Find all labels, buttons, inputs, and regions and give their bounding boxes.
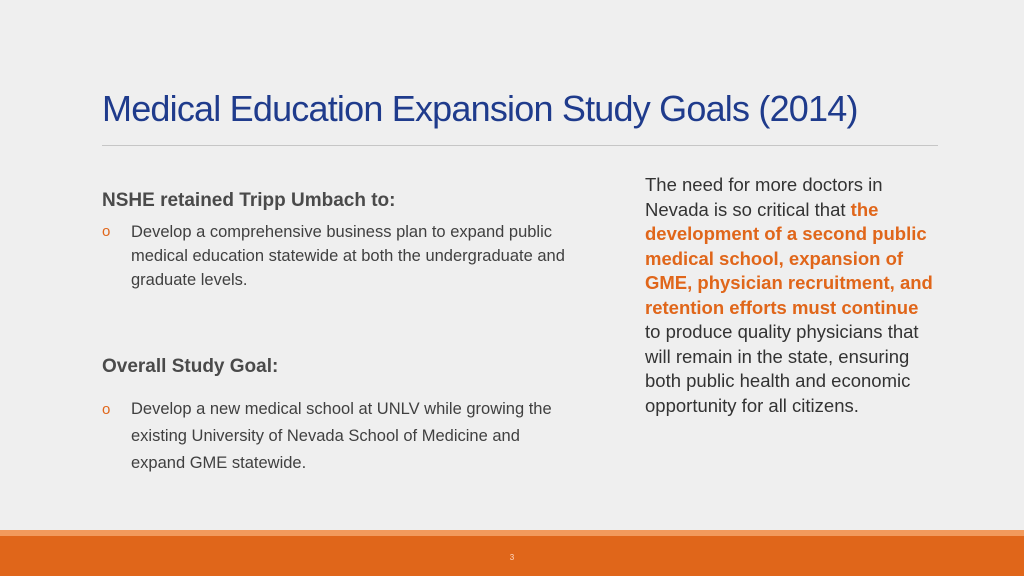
list-item [102, 396, 572, 477]
circle-bullet-icon: o [102, 401, 111, 418]
callout-outro: to produce quality physicians that will remain in the state, ensuring both public health and economic opportunity for all citizens. [645, 321, 919, 416]
page-number: 3 [509, 553, 515, 562]
bullet-list-retained [102, 220, 572, 292]
circle-bullet-icon: o [102, 223, 111, 240]
callout-paragraph [645, 173, 935, 418]
bullet-text: Develop a new medical school at UNLV while growing the existing University of Nevada School of Medicine and expand GME statewide. [131, 400, 552, 472]
callout-intro: The need for more doctors in Nevada is so critical that [645, 174, 883, 220]
bullet-list-goal [102, 396, 572, 477]
left-column [102, 190, 572, 477]
list-item [102, 220, 572, 292]
bullet-text: Develop a comprehensive business plan to expand public medical education statewide at both the undergraduate and graduate levels. [131, 223, 565, 289]
slide-title: Medical Education Expansion Study Goals (2014) [102, 88, 858, 129]
section-heading-goal: Overall Study Goal: [102, 356, 279, 377]
callout-emphasis: the development of a second public medical school, expansion of GME, physician recruitment, and retention efforts must continue [645, 198, 933, 318]
title-divider [102, 145, 938, 146]
section-heading-retained: NSHE retained Tripp Umbach to: [102, 190, 396, 211]
